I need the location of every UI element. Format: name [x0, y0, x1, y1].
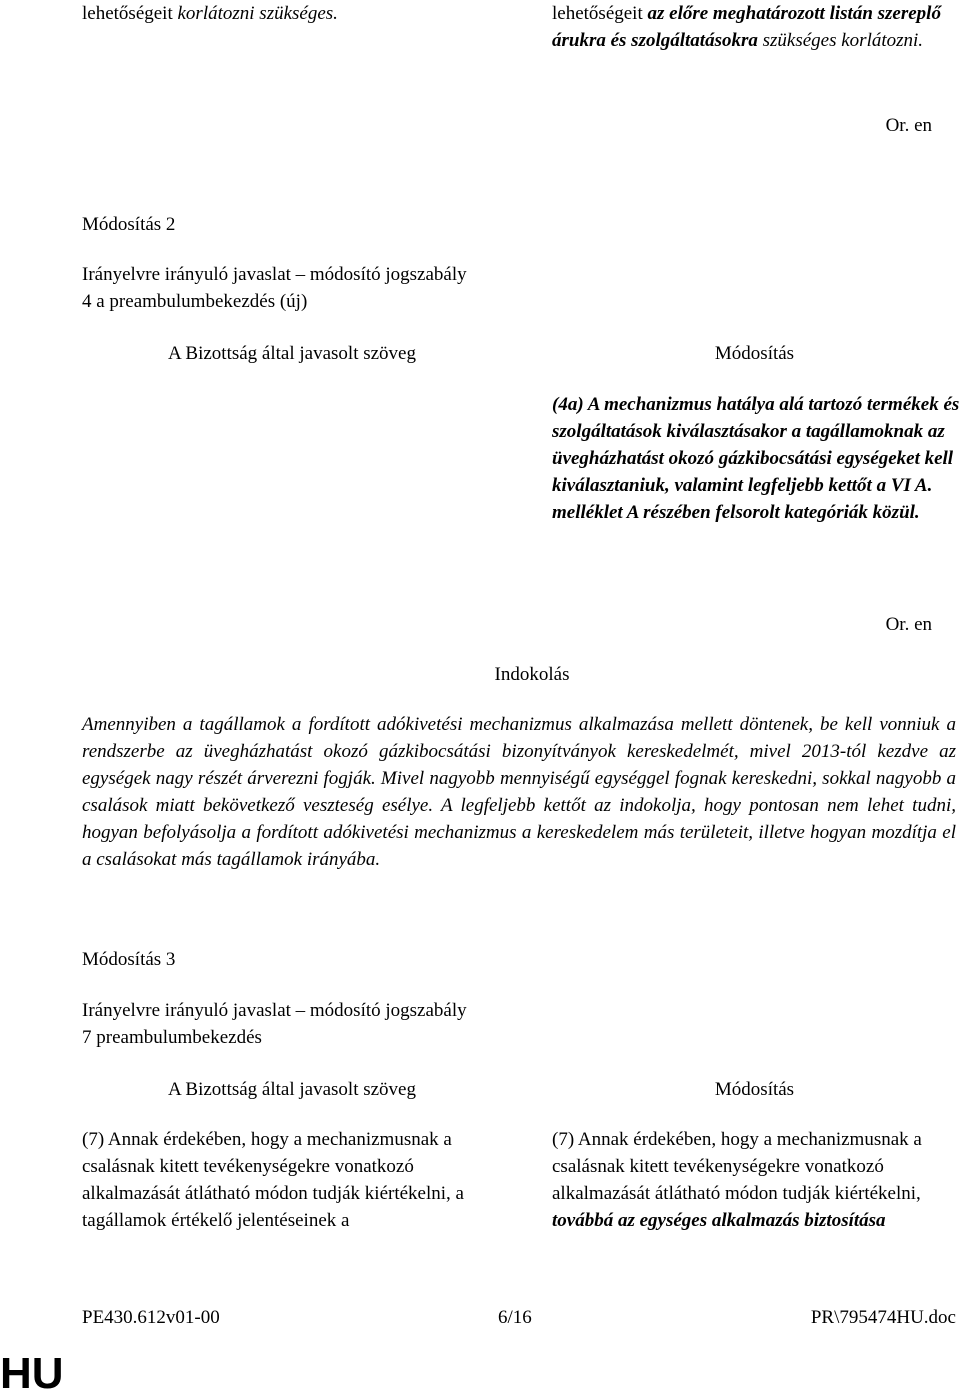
amendment-2-proposal: Irányelvre irányuló javaslat – módosító jogszabály — [82, 264, 467, 285]
amendment-3-left-text: (7) Annak érdekében, hogy a mechanizmusnak a csalásnak kitett tevékenységekre vonatkozó alkalmazását átlátható módon tudják kiértékelni, a tagállamok értékelő jelentéseinek a — [82, 1129, 464, 1231]
footer-page-number: 6/16 — [498, 1307, 532, 1328]
footer-doc-ref: PE430.612v01-00 — [82, 1307, 220, 1328]
footer-language-code: HU — [0, 1349, 64, 1398]
amendment-3-left-header: A Bizottság által javasolt szöveg — [167, 1079, 416, 1100]
prev-right-plain: lehetőségeit — [552, 3, 648, 24]
or-en-label: Or. en — [885, 115, 932, 136]
justification-text: Amennyiben a tagállamok a fordított adókivetési mechanizmus alkalmazása mellett döntenek, be kell vonniuk a rendszerbe az üvegházhatást okozó gázkibocsátási bizonyítványok kereskedelmét, mivel 2013-tól kezdve az egységek nagy részét árverezni fogják. Mivel nagyobb mennyiségű egységgel fognak kereskedni, sokkal nagyobb a csalások miatt bekövetkező veszteség esélye. A legfeljebb kettőt az indokolja, hogy pontosan nem lehet tudni, hogyan befolyásolja a fordított adókivetési mechanizmus a kereskedelem más területeit, illetve hogyan mozdítja el a csalásokat más tagállamok irányába. — [82, 714, 956, 870]
amendment-3-recital: 7 preambulumbekezdés — [82, 1027, 262, 1048]
amendment-2-right-header: Módosítás — [714, 343, 795, 364]
prev-right-bold-italic: az előre meghatározott listán szereplő árukra és szolgáltatásokra — [552, 3, 941, 51]
amendment-3-proposal: Irányelvre irányuló javaslat – módosító jogszabály — [82, 1000, 467, 1021]
amendment-3-right-plain: (7) Annak érdekében, hogy a mechanizmusnak a csalásnak kitett tevékenységekre vonatkozó alkalmazását átlátható módon tudják kiértékelni, — [552, 1129, 922, 1204]
amendment-3-right-text — [552, 1126, 960, 1234]
amendment-3-right-header: Módosítás — [714, 1079, 795, 1100]
amendment-2-recital: 4 a preambulumbekezdés (új) — [82, 291, 308, 312]
amendment-2-right-text: (4a) A mechanizmus hatálya alá tartozó termékek és szolgáltatások kiválasztásakor a tagállamoknak az üvegházhatást okozó gázkibocsátási egységeket kell kiválasztaniuk, valamint legfeljebb kettőt a VI A. melléklet A részében felsorolt kategóriák közül. — [552, 394, 960, 523]
or-en-label: Or. en — [885, 614, 932, 635]
prev-left-plain: lehetőségeit — [82, 3, 178, 24]
amendment-2-left-header: A Bizottság által javasolt szöveg — [167, 343, 416, 364]
amendment-3-right-bold-italic: továbbá az egységes alkalmazás biztosítása — [552, 1210, 886, 1231]
prev-left-italic: korlátozni szükséges. — [177, 3, 338, 24]
footer-file-name: PR\795474HU.doc — [810, 1307, 956, 1328]
prev-left-text — [82, 0, 502, 27]
amendment-2-title: Módosítás 2 — [82, 214, 176, 235]
justification-heading: Indokolás — [494, 664, 570, 685]
prev-right-italic: szükséges korlátozni. — [757, 30, 924, 51]
amendment-3-title: Módosítás 3 — [82, 949, 176, 970]
prev-right-text — [552, 0, 957, 54]
